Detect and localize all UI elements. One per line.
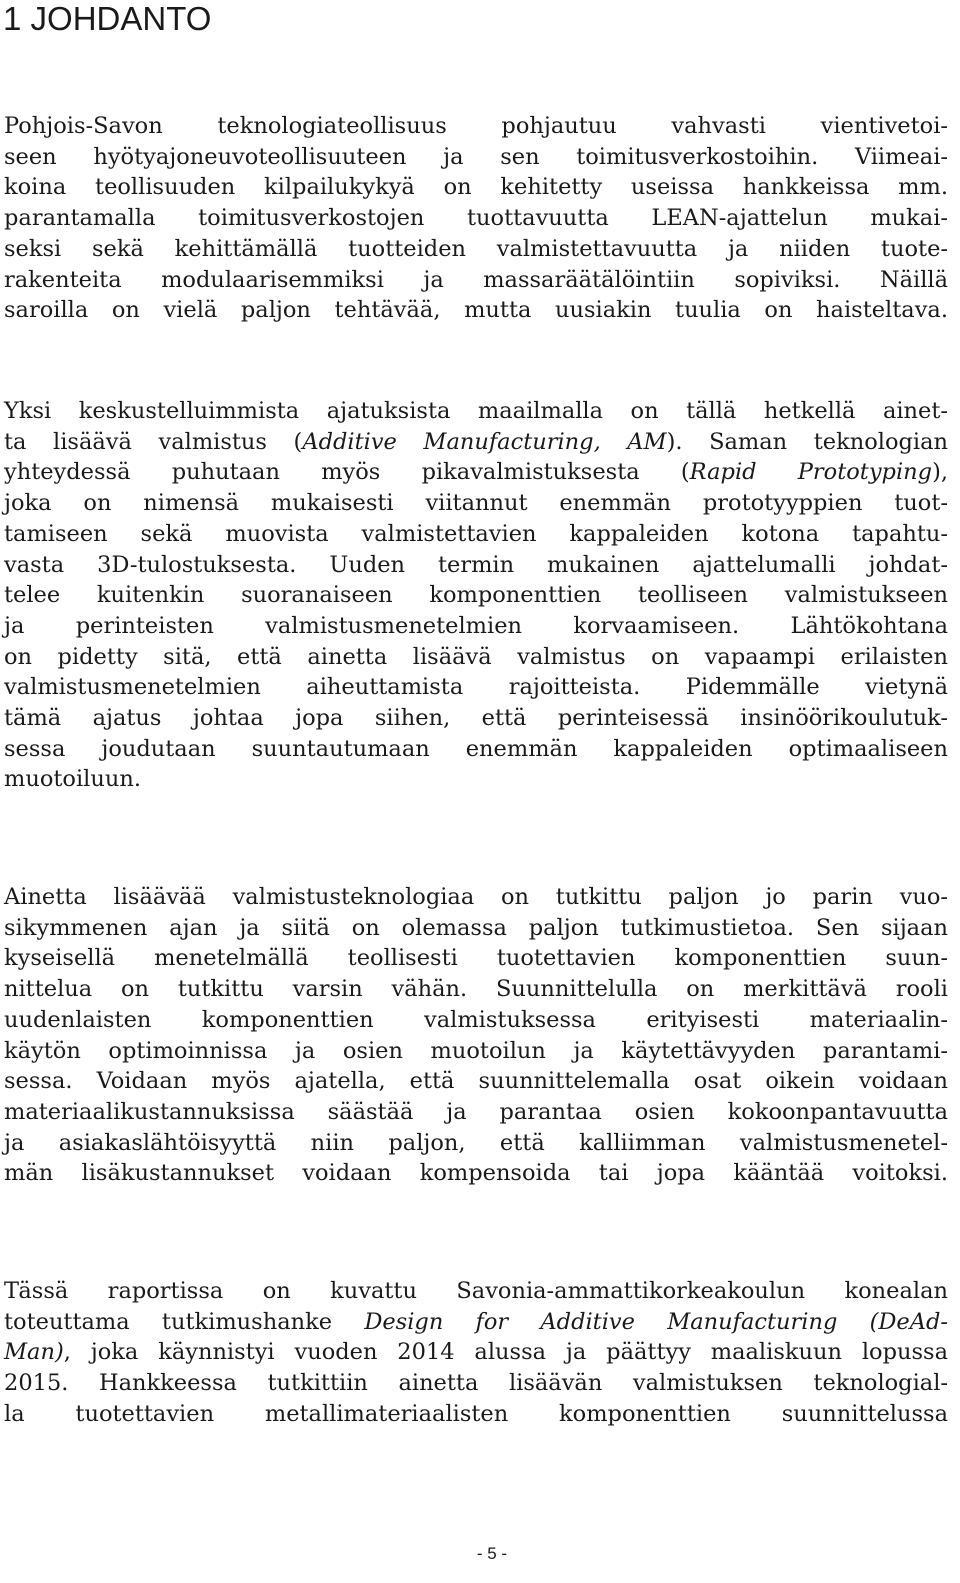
text-line: ja asiakaslähtöisyyttä niin paljon, että kalliimman valmistusmenetel- <box>4 1129 948 1156</box>
text-line: Tässä raportissa on kuvattu Savonia-ammattikorkeakoulun konealan <box>4 1278 948 1304</box>
text-line <box>4 1307 948 1338</box>
text-line: muotoiluun. <box>4 766 141 793</box>
text-run: ta lisäävä valmistus ( <box>4 428 303 455</box>
text-line <box>4 1337 948 1368</box>
text-line: sessa joudutaan suuntautumaan enemmän kappaleiden optimaaliseen <box>4 735 948 762</box>
project-title: Man) <box>4 1339 64 1366</box>
text-run: , joka käynnistyi vuoden 2014 alussa ja päättyy maaliskuun lopussa <box>63 1339 948 1366</box>
text-line: män lisäkustannukset voidaan kompensoida tai jopa kääntää voitoksi. <box>4 1160 948 1187</box>
text-line: koina teollisuuden kilpailukykyä on kehitetty useissa hankkeissa mm. <box>4 174 948 201</box>
text-run: toteuttama tutkimushanke <box>4 1308 365 1335</box>
text-line: nittelua on tutkittu varsin vähän. Suunnittelulla on merkittävä rooli <box>4 976 948 1003</box>
text-line: seen hyötyajoneuvoteollisuuteen ja sen toimitusverkostoihin. Viimeai- <box>4 143 948 170</box>
text-line: telee kuitenkin suoranaiseen komponenttien teolliseen valmistukseen <box>4 582 948 609</box>
paragraph-2 <box>4 396 948 795</box>
text-line: käytön optimoinnissa ja osien muotoilun ja käytettävyyden parantami- <box>4 1037 948 1064</box>
chapter-heading: 1 JOHDANTO <box>3 0 212 37</box>
paragraph-3 <box>4 882 948 1189</box>
text-line: Ainetta lisäävää valmistusteknologiaa on tutkittu paljon jo parin vuo- <box>4 884 948 910</box>
text-line: Yksi keskustelluimmista ajatuksista maailmalla on tällä hetkellä ainet- <box>4 398 948 424</box>
emphasis-term: Additive Manufacturing, AM <box>302 428 667 455</box>
text-line: tamiseen sekä muovista valmistettavien kappaleiden kotona tapahtu- <box>4 520 948 547</box>
text-line: saroilla on vielä paljon tehtävää, mutta uusiakin tuulia on haisteltava. <box>4 297 948 324</box>
text-line: seksi sekä kehittämällä tuotteiden valmistettavuutta ja niiden tuote- <box>4 235 948 262</box>
text-line: tämä ajatus johtaa jopa siihen, että perinteisessä insinöörikoulutuk- <box>4 705 948 732</box>
text-line: parantamalla toimitusverkostojen tuottavuutta LEAN-ajattelun mukai- <box>4 205 948 232</box>
text-line: rakenteita modulaarisemmiksi ja massaräätälöintiin sopiviksi. Näillä <box>4 266 948 293</box>
paragraph-1 <box>4 111 948 326</box>
text-line: Pohjois-Savon teknologiateollisuus pohjautuu vahvasti vientivetoi- <box>4 113 948 139</box>
text-run: ), <box>932 459 948 486</box>
text-line: sikymmenen ajan ja siitä on olemassa paljon tutkimustietoa. Sen sijaan <box>4 914 948 941</box>
text-line: la tuotettavien metallimateriaalisten komponenttien suunnittelussa <box>4 1400 948 1427</box>
text-line: ja perinteisten valmistusmenetelmien korvaamiseen. Lähtökohtana <box>4 612 948 639</box>
text-line: joka on nimensä mukaisesti viitannut enemmän prototyyppien tuot- <box>4 490 948 517</box>
text-run: yhteydessä puhutaan myös pikavalmistuksesta ( <box>4 459 690 486</box>
text-line: valmistusmenetelmien aiheuttamista rajoitteista. Pidemmälle vietynä <box>4 674 948 701</box>
project-title: Design for Additive Manufacturing (DeAd- <box>364 1308 948 1335</box>
text-line: materiaalikustannuksissa säästää ja parantaa osien kokoonpantavuutta <box>4 1098 948 1125</box>
text-line <box>4 427 948 458</box>
text-line <box>4 457 948 488</box>
page-number <box>0 1543 960 1565</box>
paragraph-4 <box>4 1276 948 1430</box>
text-line: uudenlaisten komponenttien valmistuksessa erityisesti materiaalin- <box>4 1006 948 1033</box>
page-number-text: - 5 - <box>476 1544 508 1563</box>
text-line: 2015. Hankkeessa tutkittiin ainetta lisäävän valmistuksen teknologial- <box>4 1370 948 1397</box>
emphasis-term: Rapid Prototyping <box>689 459 933 486</box>
text-line: vasta 3D-tulostuksesta. Uuden termin mukainen ajattelumalli johdat- <box>4 551 948 578</box>
text-line: on pidetty sitä, että ainetta lisäävä valmistus on vapaampi erilaisten <box>4 643 948 670</box>
text-line: sessa. Voidaan myös ajatella, että suunnittelemalla osat oikein voidaan <box>4 1068 948 1095</box>
text-line: kyseisellä menetelmällä teollisesti tuotettavien komponenttien suun- <box>4 945 948 972</box>
text-run: ). Saman teknologian <box>666 428 949 455</box>
